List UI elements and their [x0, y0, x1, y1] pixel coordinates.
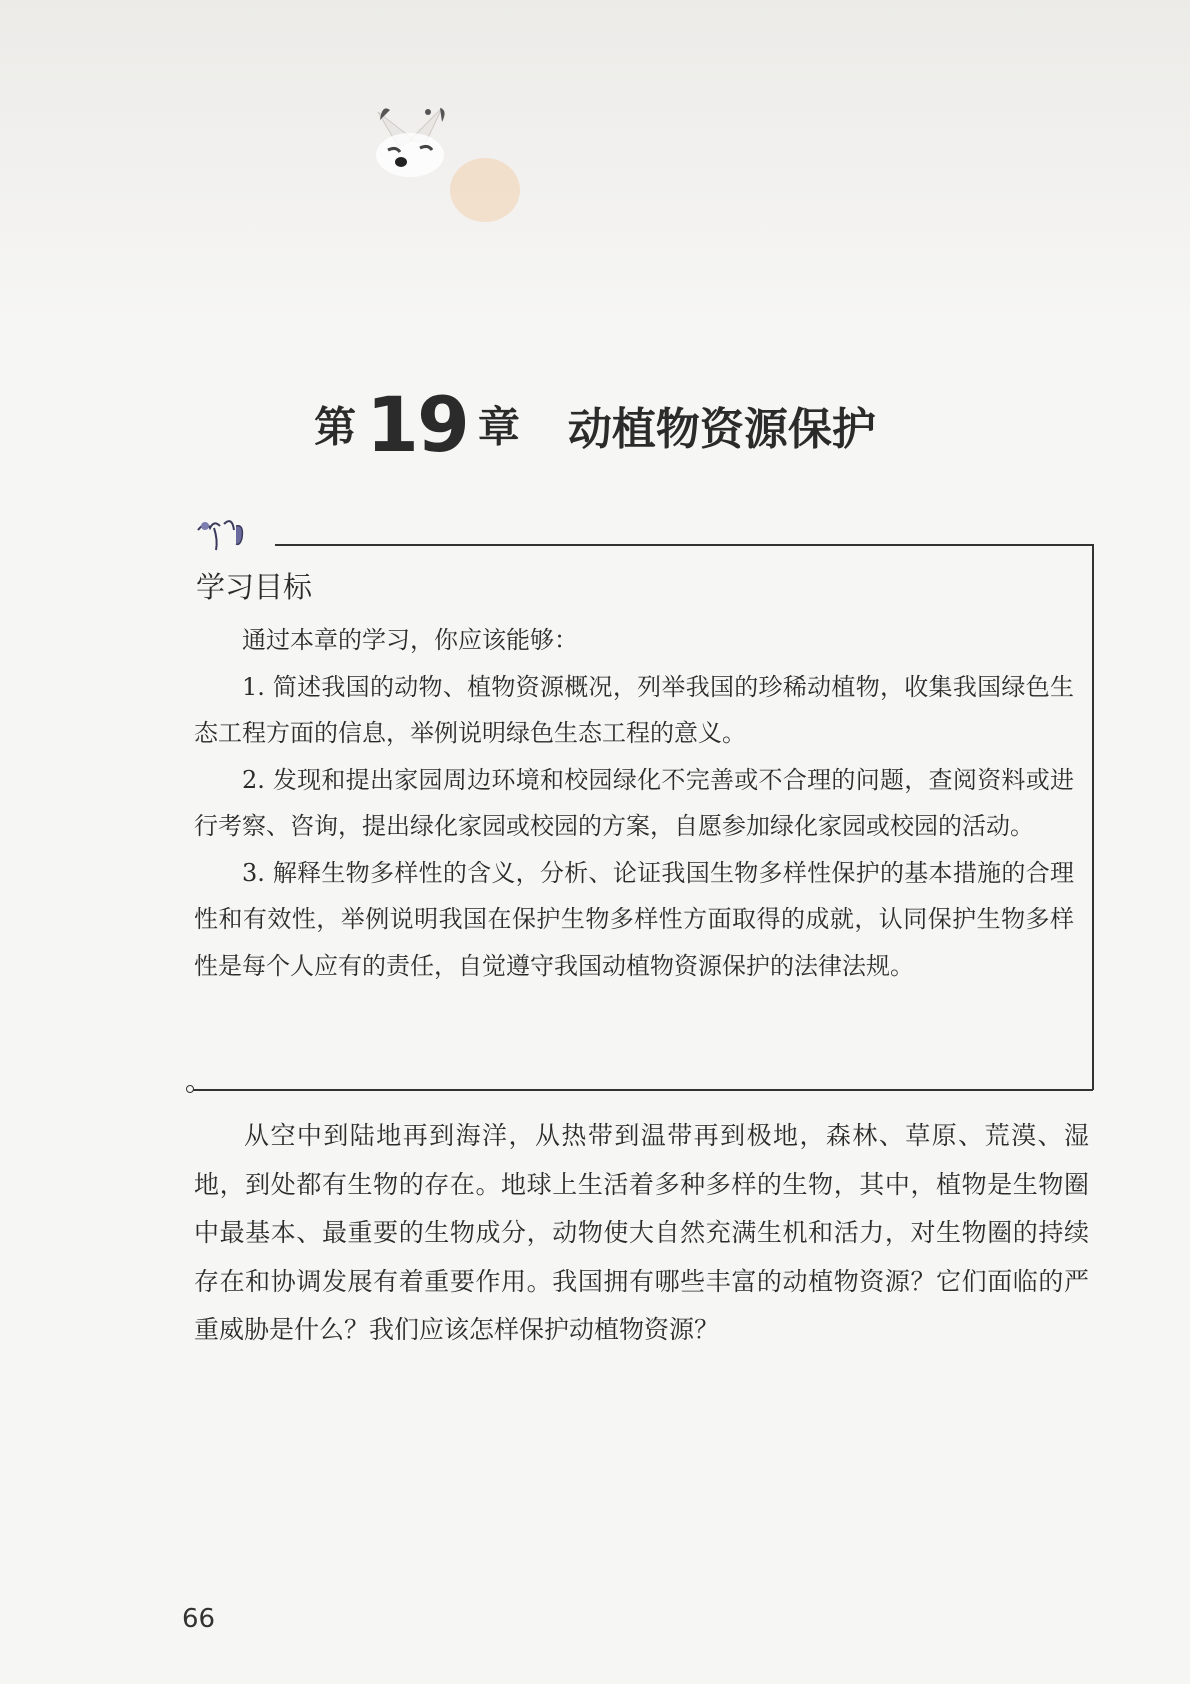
arctic-fox-icon — [370, 100, 550, 240]
page-number: 66 — [182, 1604, 216, 1634]
chapter-title-line — [0, 380, 1190, 469]
learning-goal-item-3: 3. 解释生物多样性的含义，分析、论证我国生物多样性保护的基本措施的合理性和有效性，举例说明我国在保护生物多样性方面取得的成就，认同保护生物多样性是每个人应有的责任，自觉遵守我国动植物资源保护的法律法规。 — [194, 858, 1074, 980]
chapter-suffix: 章 — [477, 402, 520, 452]
chapter-title: 动植物资源保护 — [567, 403, 876, 455]
learning-goal-item-2: 2. 发现和提出家园周边环境和校园绿化不完善或不合理的问题，查阅资料或进行考察、咨询，提出绿化家园或校园的方案，自愿参加绿化家园或校园的活动。 — [194, 765, 1074, 840]
learning-goals-intro: 通过本章的学习，你应该能够： — [242, 626, 578, 654]
learning-goals-heading: 学习目标 — [196, 570, 313, 604]
learning-goals-text — [194, 617, 1074, 989]
chapter-hero-image — [0, 0, 1190, 330]
learning-goal-item-1: 1. 简述我国的动物、植物资源概况，列举我国的珍稀动植物，收集我国绿色生态工程方面的信息，举例说明绿色生态工程的意义。 — [194, 672, 1074, 747]
chapter-intro — [194, 1112, 1089, 1355]
chapter-number: 19 — [366, 380, 468, 469]
goal-box-corner-dot — [186, 1085, 194, 1093]
chapter-prefix: 第 — [314, 402, 357, 452]
intro-paragraph: 从空中到陆地再到海洋，从热带到温带再到极地，森林、草原、荒漠、湿地，到处都有生物的存在。地球上生活着多种多样的生物，其中，植物是生物圈中最基本、最重要的生物成分，动物使大自然充满生机和活力，对生物圈的持续存在和协调发展有着重要作用。我国拥有哪些丰富的动植物资源？它们面临的严重威胁是什么？我们应该怎样保护动植物资源？ — [194, 1121, 1089, 1344]
goal-box-bottom-border — [192, 1089, 1093, 1091]
